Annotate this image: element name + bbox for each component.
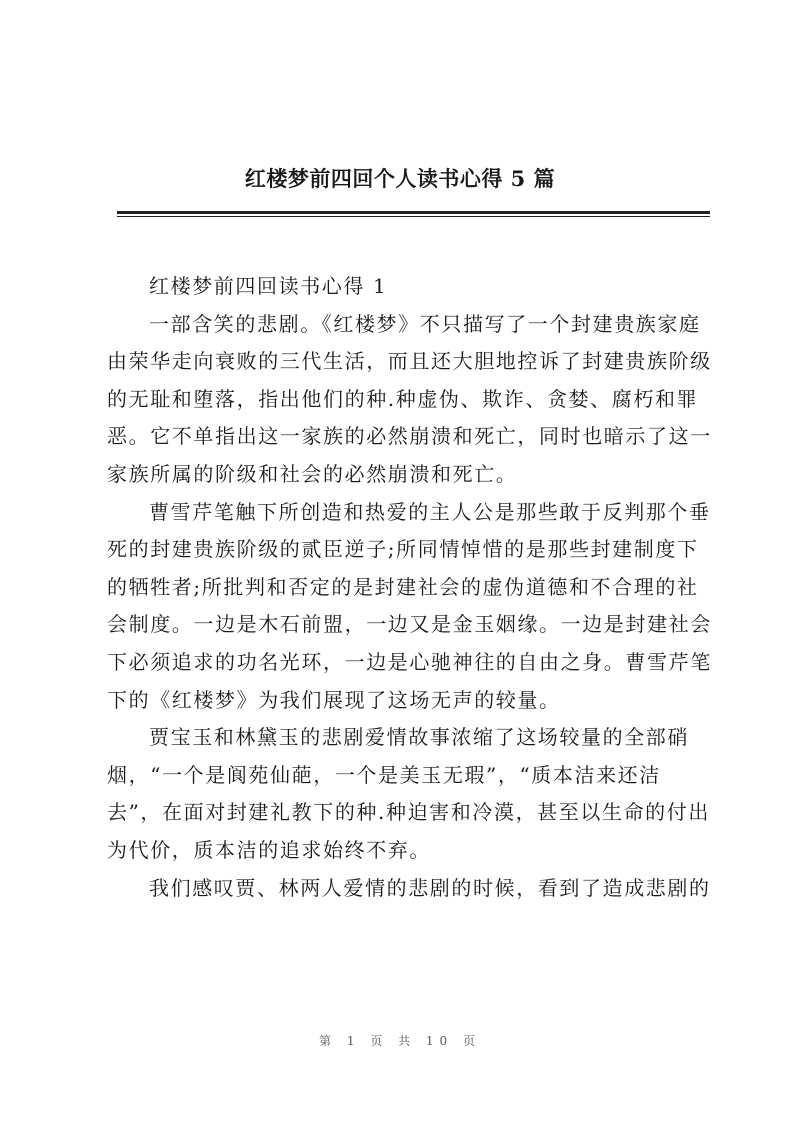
text-line: 的牺牲者;所批判和否定的是封建社会的虚伪道德和不合理的社 xyxy=(107,574,699,599)
title-rule-thin xyxy=(117,216,710,217)
title-rule-thick xyxy=(117,211,710,214)
text-line: 我们感叹贾、林两人爱情的悲剧的时候，看到了造成悲剧的 xyxy=(149,875,711,900)
text-line: 一部含笑的悲剧。《红楼梦》不只描写了一个封建贵族家庭 xyxy=(149,311,701,336)
text-line: 由荣华走向衰败的三代生活，而且还大胆地控诉了封建贵族阶级 xyxy=(107,349,712,374)
text-line: 恶。它不单指出这一家族的必然崩溃和死亡，同时也暗示了这一 xyxy=(107,424,712,449)
text-line: 下的《红楼梦》为我们展现了这场无声的较量。 xyxy=(107,687,561,712)
text-line: 下必须追求的功名光环，一边是心驰神往的自由之身。曹雪芹笔 xyxy=(107,649,712,674)
page-footer: 第 1 页 共 10 页 xyxy=(319,1034,481,1048)
text-line: 死的封建贵族阶级的贰臣逆子;所同情悼惜的是那些封建制度下 xyxy=(107,537,699,562)
text-line: 贾宝玉和林黛玉的悲剧爱情故事浓缩了这场较量的全部硝 xyxy=(149,725,689,750)
text-line: 的无耻和堕落，指出他们的种.种虚伪、欺诈、贪婪、腐朽和罪 xyxy=(107,386,699,411)
text-line: 为代价，质本洁的追求始终不弃。 xyxy=(107,837,431,862)
text-line: 会制度。一边是木石前盟，一边又是金玉姻缘。一边是封建社会 xyxy=(107,612,712,637)
text-line: 烟，“一个是阆苑仙葩，一个是美玉无瑕”，“质本洁来还洁 xyxy=(107,762,661,787)
document-title: 红楼梦前四回个人读书心得 5 篇 xyxy=(244,166,556,191)
document-body xyxy=(107,268,713,907)
text-line: 红楼梦前四回读书心得 1 xyxy=(149,274,388,298)
text-line: 去”，在面对封建礼教下的种.种迫害和冷漠，甚至以生命的付出 xyxy=(107,800,710,825)
text-line: 曹雪芹笔触下所创造和热爱的主人公是那些敢于反判那个垂 xyxy=(149,499,711,524)
text-line: 家族所属的阶级和社会的必然崩溃和死亡。 xyxy=(107,461,518,486)
